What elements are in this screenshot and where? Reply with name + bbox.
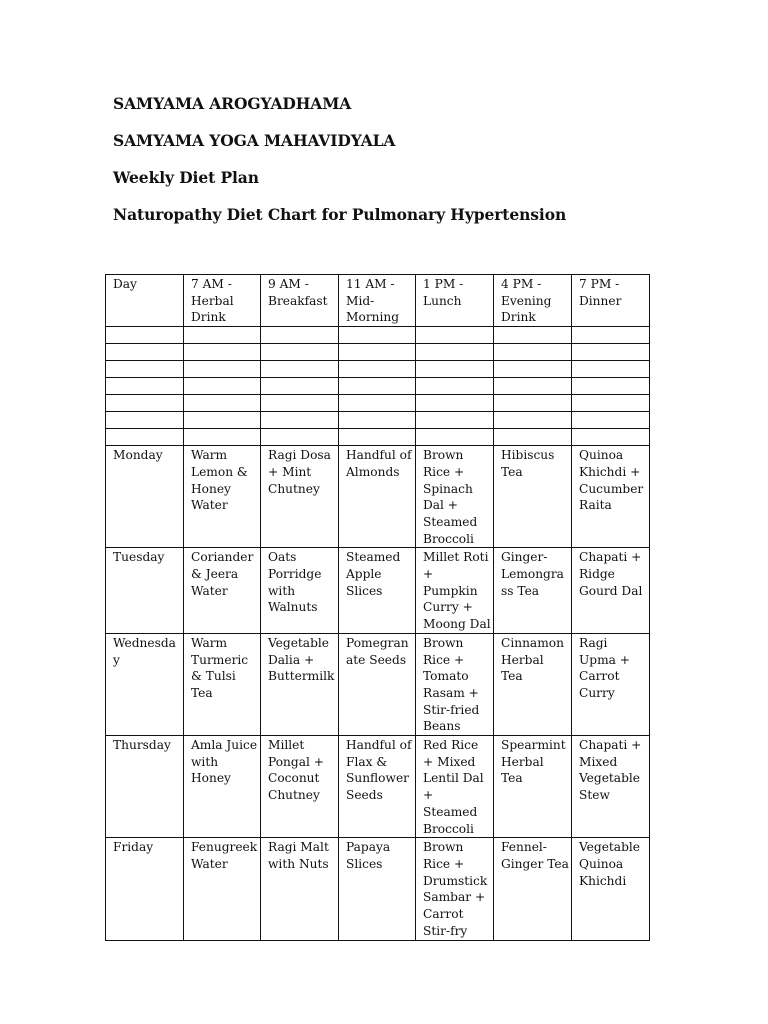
blank-cell bbox=[184, 361, 261, 378]
breakfast-cell: Ragi Dosa + Mint Chutney bbox=[261, 446, 339, 548]
herbal-drink-cell: Warm Lemon & Honey Water bbox=[184, 446, 261, 548]
day-cell: Wednesday bbox=[106, 633, 184, 735]
blank-cell bbox=[416, 378, 494, 395]
blank-cell bbox=[339, 412, 416, 429]
table-header-row bbox=[106, 275, 650, 327]
blank-cell bbox=[572, 327, 650, 344]
header-cell-day: Day bbox=[106, 275, 184, 327]
blank-cell bbox=[106, 395, 184, 412]
herbal-drink-cell: Fenugreek Water bbox=[184, 838, 261, 940]
blank-cell bbox=[339, 429, 416, 446]
mid-morning-cell: Pomegranate Seeds bbox=[339, 633, 416, 735]
lunch-cell: Millet Roti + Pumpkin Curry + Moong Dal bbox=[416, 548, 494, 634]
blank-cell bbox=[106, 378, 184, 395]
mid-morning-cell: Handful of Flax & Sunflower Seeds bbox=[339, 736, 416, 838]
header-cell-4pm: 4 PM - Evening Drink bbox=[494, 275, 572, 327]
lunch-cell: Brown Rice + Drumstick Sambar + Carrot Stir-fry bbox=[416, 838, 494, 940]
blank-cell bbox=[339, 395, 416, 412]
blank-cell bbox=[184, 344, 261, 361]
blank-cell bbox=[339, 344, 416, 361]
day-cell: Friday bbox=[106, 838, 184, 940]
dinner-cell: Ragi Upma + Carrot Curry bbox=[572, 633, 650, 735]
header-cell-7am: 7 AM - Herbal Drink bbox=[184, 275, 261, 327]
mid-morning-cell: Steamed Apple Slices bbox=[339, 548, 416, 634]
evening-drink-cell: Ginger-Lemongrass Tea bbox=[494, 548, 572, 634]
table-row-thursday bbox=[106, 736, 650, 838]
blank-cell bbox=[494, 395, 572, 412]
dinner-cell: Chapati + Mixed Vegetable Stew bbox=[572, 736, 650, 838]
blank-cell bbox=[184, 429, 261, 446]
mid-morning-cell: Papaya Slices bbox=[339, 838, 416, 940]
blank-cell bbox=[572, 395, 650, 412]
blank-cell bbox=[106, 429, 184, 446]
evening-drink-cell: Hibiscus Tea bbox=[494, 446, 572, 548]
blank-cell bbox=[261, 429, 339, 446]
blank-cell bbox=[494, 378, 572, 395]
evening-drink-cell: Cinnamon Herbal Tea bbox=[494, 633, 572, 735]
blank-row bbox=[106, 429, 650, 446]
day-cell: Monday bbox=[106, 446, 184, 548]
mid-morning-cell: Handful of Almonds bbox=[339, 446, 416, 548]
herbal-drink-cell: Warm Turmeric & Tulsi Tea bbox=[184, 633, 261, 735]
header-cell-7pm: 7 PM - Dinner bbox=[572, 275, 650, 327]
table-row-tuesday bbox=[106, 548, 650, 634]
lunch-cell: Brown Rice + Spinach Dal + Steamed Broccoli bbox=[416, 446, 494, 548]
blank-cell bbox=[416, 361, 494, 378]
header-cell-9am: 9 AM - Breakfast bbox=[261, 275, 339, 327]
plan-title: Weekly Diet Plan bbox=[113, 168, 259, 187]
blank-cell bbox=[261, 361, 339, 378]
evening-drink-cell: Spearmint Herbal Tea bbox=[494, 736, 572, 838]
blank-cell bbox=[416, 344, 494, 361]
blank-cell bbox=[494, 344, 572, 361]
table-row-wednesday bbox=[106, 633, 650, 735]
blank-cell bbox=[494, 412, 572, 429]
blank-cell bbox=[416, 429, 494, 446]
blank-cell bbox=[572, 429, 650, 446]
chart-title: Naturopathy Diet Chart for Pulmonary Hypertension bbox=[113, 205, 567, 224]
blank-cell bbox=[106, 344, 184, 361]
blank-cell bbox=[261, 378, 339, 395]
blank-cell bbox=[572, 378, 650, 395]
lunch-cell: Brown Rice + Tomato Rasam + Stir-fried Beans bbox=[416, 633, 494, 735]
blank-cell bbox=[416, 395, 494, 412]
blank-row bbox=[106, 327, 650, 344]
blank-cell bbox=[572, 361, 650, 378]
blank-cell bbox=[184, 327, 261, 344]
header-cell-11am: 11 AM - Mid-Morning bbox=[339, 275, 416, 327]
table-row-friday bbox=[106, 838, 650, 940]
blank-row bbox=[106, 344, 650, 361]
lunch-cell: Red Rice + Mixed Lentil Dal + Steamed Broccoli bbox=[416, 736, 494, 838]
blank-cell bbox=[261, 327, 339, 344]
herbal-drink-cell: Coriander & Jeera Water bbox=[184, 548, 261, 634]
blank-cell bbox=[416, 327, 494, 344]
blank-cell bbox=[106, 361, 184, 378]
blank-cell bbox=[184, 412, 261, 429]
table-row-monday bbox=[106, 446, 650, 548]
blank-cell bbox=[339, 361, 416, 378]
blank-cell bbox=[494, 361, 572, 378]
breakfast-cell: Vegetable Dalia + Buttermilk bbox=[261, 633, 339, 735]
dinner-cell: Chapati + Ridge Gourd Dal bbox=[572, 548, 650, 634]
day-cell: Thursday bbox=[106, 736, 184, 838]
blank-cell bbox=[494, 429, 572, 446]
blank-cell bbox=[416, 412, 494, 429]
blank-cell bbox=[494, 327, 572, 344]
organization-title: SAMYAMA AROGYADHAMA bbox=[113, 94, 352, 113]
breakfast-cell: Millet Pongal + Coconut Chutney bbox=[261, 736, 339, 838]
blank-cell bbox=[339, 327, 416, 344]
breakfast-cell: Oats Porridge with Walnuts bbox=[261, 548, 339, 634]
diet-plan-table bbox=[105, 274, 650, 941]
day-cell: Tuesday bbox=[106, 548, 184, 634]
blank-cell bbox=[184, 378, 261, 395]
blank-row bbox=[106, 378, 650, 395]
dinner-cell: Quinoa Khichdi + Cucumber Raita bbox=[572, 446, 650, 548]
blank-cell bbox=[184, 395, 261, 412]
breakfast-cell: Ragi Malt with Nuts bbox=[261, 838, 339, 940]
blank-cell bbox=[572, 344, 650, 361]
blank-cell bbox=[261, 344, 339, 361]
herbal-drink-cell: Amla Juice with Honey bbox=[184, 736, 261, 838]
blank-row bbox=[106, 361, 650, 378]
dinner-cell: Vegetable Quinoa Khichdi bbox=[572, 838, 650, 940]
blank-row bbox=[106, 395, 650, 412]
evening-drink-cell: Fennel-Ginger Tea bbox=[494, 838, 572, 940]
blank-cell bbox=[106, 412, 184, 429]
blank-cell bbox=[106, 327, 184, 344]
institution-title: SAMYAMA YOGA MAHAVIDYALA bbox=[113, 131, 396, 150]
blank-cell bbox=[261, 412, 339, 429]
blank-row bbox=[106, 412, 650, 429]
blank-cell bbox=[261, 395, 339, 412]
blank-cell bbox=[339, 378, 416, 395]
blank-cell bbox=[572, 412, 650, 429]
header-cell-1pm: 1 PM - Lunch bbox=[416, 275, 494, 327]
